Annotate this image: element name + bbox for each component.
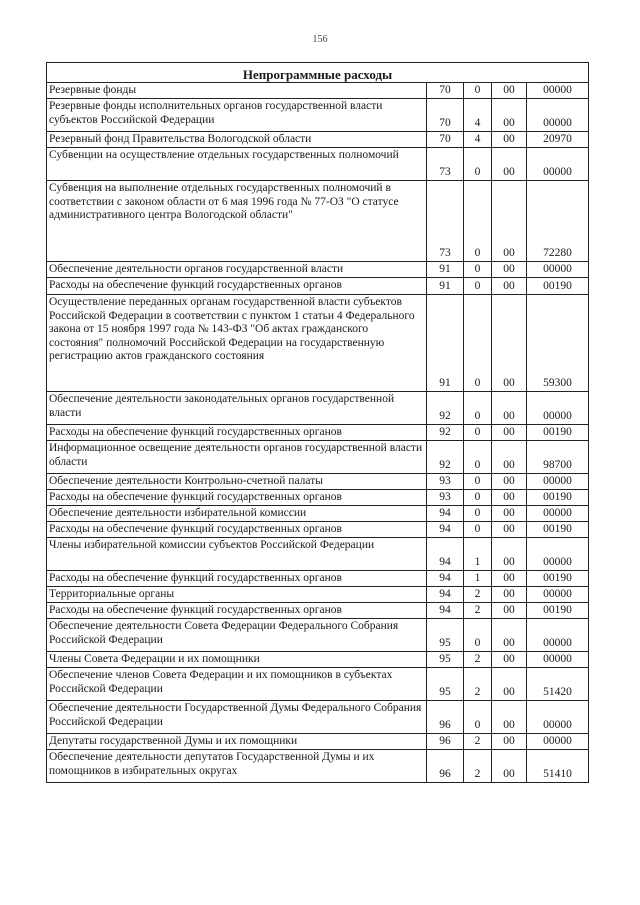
row-name: Обеспечение деятельности депутатов Государственной Думы и их помощников в избирательных округах <box>47 750 427 783</box>
code-group: 00 <box>492 148 527 181</box>
code-group: 00 <box>492 750 527 783</box>
code-subsection: 0 <box>464 701 492 734</box>
row-name: Обеспечение деятельности Совета Федерации Федерального Собрания Российской Федерации <box>47 619 427 652</box>
code-direction: 72280 <box>527 181 589 262</box>
code-direction: 00000 <box>527 734 589 750</box>
row-name: Территориальные органы <box>47 587 427 603</box>
code-direction: 00000 <box>527 506 589 522</box>
code-group: 00 <box>492 587 527 603</box>
code-subsection: 2 <box>464 734 492 750</box>
code-subsection: 2 <box>464 587 492 603</box>
row-name: Члены избирательной комиссии субъектов Российской Федерации <box>47 538 427 571</box>
code-subsection: 2 <box>464 603 492 619</box>
row-name: Обеспечение деятельности избирательной комиссии <box>47 506 427 522</box>
table-row <box>47 181 589 262</box>
code-section: 91 <box>427 278 464 295</box>
table-row <box>47 262 589 278</box>
table-row <box>47 425 589 441</box>
code-subsection: 0 <box>464 83 492 99</box>
code-direction: 00190 <box>527 571 589 587</box>
code-direction: 00000 <box>527 148 589 181</box>
table-row <box>47 506 589 522</box>
table-row <box>47 83 589 99</box>
code-direction: 00000 <box>527 262 589 278</box>
code-group: 00 <box>492 652 527 668</box>
row-name: Расходы на обеспечение функций государственных органов <box>47 490 427 506</box>
table-row <box>47 278 589 295</box>
code-subsection: 2 <box>464 668 492 701</box>
code-group: 00 <box>492 619 527 652</box>
code-direction: 00190 <box>527 522 589 538</box>
code-section: 96 <box>427 734 464 750</box>
code-subsection: 0 <box>464 148 492 181</box>
row-name: Расходы на обеспечение функций государственных органов <box>47 603 427 619</box>
row-name: Члены Совета Федерации и их помощники <box>47 652 427 668</box>
table-row <box>47 619 589 652</box>
code-section: 91 <box>427 295 464 392</box>
table-row <box>47 148 589 181</box>
table-row <box>47 603 589 619</box>
code-section: 94 <box>427 603 464 619</box>
code-direction: 51410 <box>527 750 589 783</box>
row-name: Осуществление переданных органам государственной власти субъектов Российской Федерации в соответствии с пунктом 1 статьи 4 Федерального закона от 15 ноября 1997 года № 143-ФЗ "Об актах гражданского состояния" полномочий Российской Федерации на государственную регистрацию актов гражданского состояния <box>47 295 427 392</box>
row-name: Резервные фонды исполнительных органов государственной власти субъектов Российской Федерации <box>47 99 427 132</box>
table-title: Непрограммные расходы <box>47 63 589 83</box>
code-section: 96 <box>427 750 464 783</box>
table-row <box>47 734 589 750</box>
table-row <box>47 490 589 506</box>
table-row <box>47 132 589 148</box>
code-direction: 00000 <box>527 474 589 490</box>
code-section: 93 <box>427 474 464 490</box>
code-subsection: 2 <box>464 750 492 783</box>
row-name: Обеспечение членов Совета Федерации и их помощников в субъектах Российской Федерации <box>47 668 427 701</box>
table-row <box>47 587 589 603</box>
code-subsection: 0 <box>464 441 492 474</box>
code-section: 70 <box>427 99 464 132</box>
code-group: 00 <box>492 392 527 425</box>
code-section: 94 <box>427 538 464 571</box>
table-row <box>47 441 589 474</box>
code-group: 00 <box>492 474 527 490</box>
code-section: 96 <box>427 701 464 734</box>
code-direction: 59300 <box>527 295 589 392</box>
code-section: 92 <box>427 441 464 474</box>
code-group: 00 <box>492 262 527 278</box>
row-name: Обеспечение деятельности Государственной Думы Федерального Собрания Российской Федерации <box>47 701 427 734</box>
row-name: Обеспечение деятельности органов государственной власти <box>47 262 427 278</box>
code-direction: 51420 <box>527 668 589 701</box>
code-direction: 00190 <box>527 425 589 441</box>
code-direction: 00000 <box>527 99 589 132</box>
row-name: Обеспечение деятельности законодательных органов государственной власти <box>47 392 427 425</box>
code-subsection: 0 <box>464 392 492 425</box>
code-direction: 00000 <box>527 538 589 571</box>
code-section: 70 <box>427 83 464 99</box>
table-row <box>47 522 589 538</box>
code-subsection: 0 <box>464 474 492 490</box>
code-direction: 00000 <box>527 83 589 99</box>
row-name: Информационное освещение деятельности органов государственной власти области <box>47 441 427 474</box>
code-group: 00 <box>492 83 527 99</box>
row-name: Субвенции на осуществление отдельных государственных полномочий <box>47 148 427 181</box>
code-subsection: 1 <box>464 571 492 587</box>
code-direction: 00190 <box>527 278 589 295</box>
code-section: 73 <box>427 148 464 181</box>
row-name: Резервные фонды <box>47 83 427 99</box>
code-group: 00 <box>492 668 527 701</box>
code-subsection: 2 <box>464 652 492 668</box>
code-subsection: 0 <box>464 619 492 652</box>
code-subsection: 0 <box>464 262 492 278</box>
code-subsection: 0 <box>464 490 492 506</box>
table-row <box>47 701 589 734</box>
code-group: 00 <box>492 701 527 734</box>
code-direction: 00000 <box>527 701 589 734</box>
code-section: 70 <box>427 132 464 148</box>
code-subsection: 0 <box>464 181 492 262</box>
code-group: 00 <box>492 132 527 148</box>
code-group: 00 <box>492 99 527 132</box>
code-group: 00 <box>492 603 527 619</box>
code-direction: 00190 <box>527 490 589 506</box>
code-section: 92 <box>427 392 464 425</box>
code-direction: 00190 <box>527 603 589 619</box>
table-row <box>47 652 589 668</box>
row-name: Расходы на обеспечение функций государственных органов <box>47 571 427 587</box>
row-name: Депутаты государственной Думы и их помощники <box>47 734 427 750</box>
code-subsection: 0 <box>464 522 492 538</box>
code-group: 00 <box>492 522 527 538</box>
code-group: 00 <box>492 181 527 262</box>
code-section: 94 <box>427 587 464 603</box>
table-row <box>47 295 589 392</box>
row-name: Расходы на обеспечение функций государственных органов <box>47 522 427 538</box>
code-direction: 98700 <box>527 441 589 474</box>
code-direction: 00000 <box>527 652 589 668</box>
code-group: 00 <box>492 490 527 506</box>
code-section: 95 <box>427 619 464 652</box>
table-row <box>47 392 589 425</box>
table-title-row <box>47 63 589 83</box>
code-group: 00 <box>492 734 527 750</box>
code-subsection: 0 <box>464 425 492 441</box>
code-section: 95 <box>427 668 464 701</box>
code-group: 00 <box>492 538 527 571</box>
code-direction: 00000 <box>527 392 589 425</box>
code-group: 00 <box>492 506 527 522</box>
table-row <box>47 668 589 701</box>
code-direction: 00000 <box>527 619 589 652</box>
row-name: Обеспечение деятельности Контрольно-счетной палаты <box>47 474 427 490</box>
row-name: Резервный фонд Правительства Вологодской области <box>47 132 427 148</box>
table-row <box>47 99 589 132</box>
table-row <box>47 474 589 490</box>
code-subsection: 4 <box>464 132 492 148</box>
table-row <box>47 750 589 783</box>
table-row <box>47 538 589 571</box>
code-direction: 20970 <box>527 132 589 148</box>
code-section: 94 <box>427 522 464 538</box>
row-name: Субвенция на выполнение отдельных государственных полномочий в соответствии с законом области от 6 мая 1996 года № 77-ОЗ "О статусе административного центра Вологодской области" <box>47 181 427 262</box>
row-name: Расходы на обеспечение функций государственных органов <box>47 278 427 295</box>
code-section: 73 <box>427 181 464 262</box>
code-section: 94 <box>427 571 464 587</box>
code-direction: 00000 <box>527 587 589 603</box>
code-subsection: 4 <box>464 99 492 132</box>
row-name: Расходы на обеспечение функций государственных органов <box>47 425 427 441</box>
code-subsection: 0 <box>464 278 492 295</box>
code-group: 00 <box>492 441 527 474</box>
code-group: 00 <box>492 571 527 587</box>
code-subsection: 1 <box>464 538 492 571</box>
code-group: 00 <box>492 425 527 441</box>
code-group: 00 <box>492 295 527 392</box>
code-group: 00 <box>492 278 527 295</box>
table-row <box>47 571 589 587</box>
code-section: 91 <box>427 262 464 278</box>
code-subsection: 0 <box>464 506 492 522</box>
code-section: 93 <box>427 490 464 506</box>
code-section: 92 <box>427 425 464 441</box>
code-section: 94 <box>427 506 464 522</box>
page-number: 156 <box>312 34 328 45</box>
budget-table <box>46 62 589 783</box>
code-section: 95 <box>427 652 464 668</box>
code-subsection: 0 <box>464 295 492 392</box>
